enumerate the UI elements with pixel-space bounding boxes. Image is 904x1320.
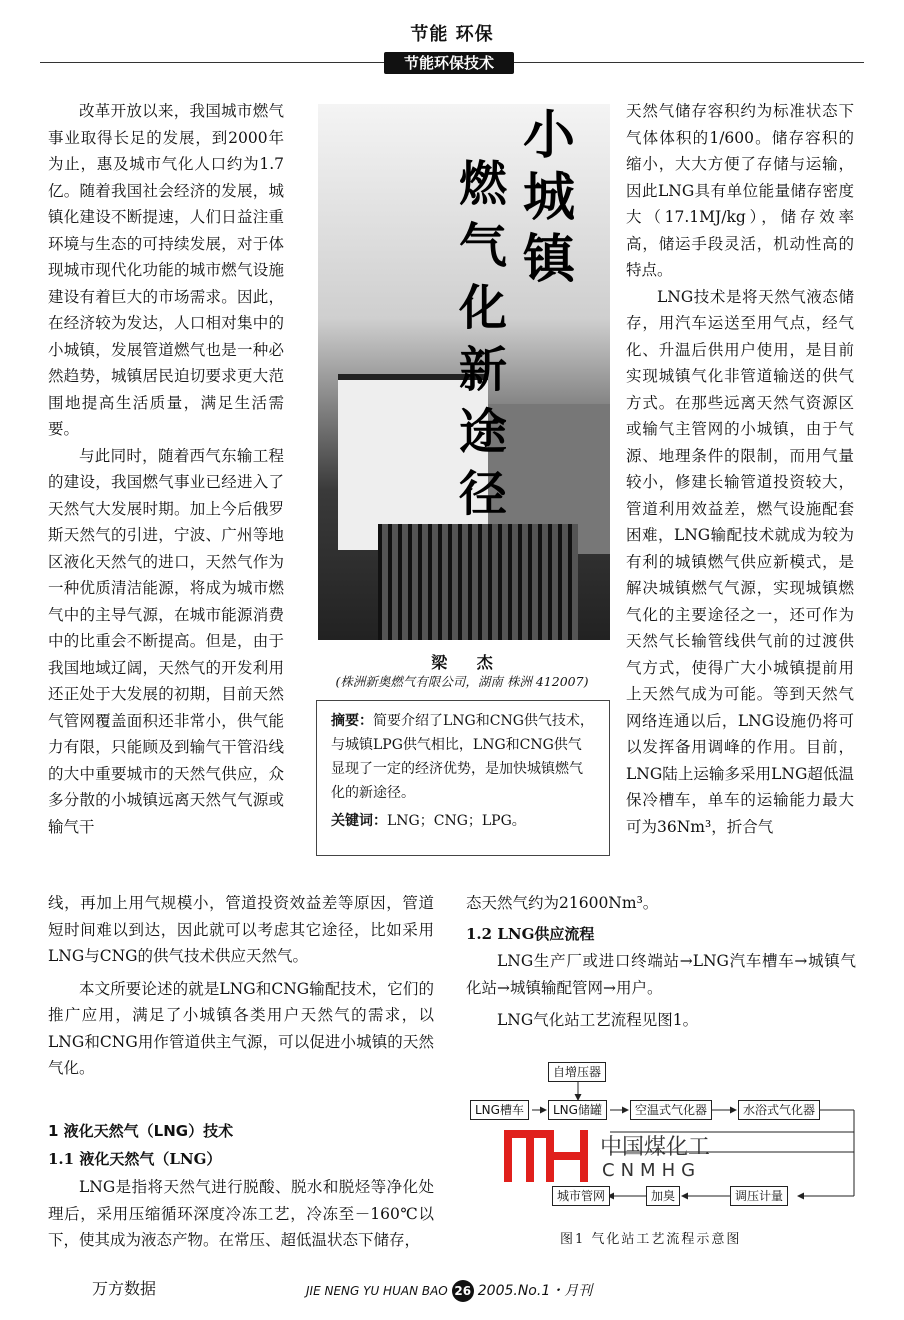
- title-char: 小: [522, 106, 575, 166]
- box-metering: 调压计量: [730, 1186, 788, 1206]
- abstract-text: 简要介绍了LNG和CNG供气技术，与城镇LPG供气相比，LNG和CNG供气显现了一定的经济优势，是加快城镇燃气化的新途径。: [331, 713, 594, 801]
- box-city-network: 城市管网: [552, 1186, 610, 1206]
- footer-issue: 2005.No.1・月刊: [477, 1283, 593, 1299]
- left-column: [48, 98, 284, 840]
- abstract-box: [316, 700, 610, 856]
- lng-flow-paragraph: LNG生产厂或进口终端站→LNG汽车槽车→城镇气化站→城镇输配管网→用户。: [466, 952, 856, 997]
- lng-flow-text: [466, 948, 856, 1034]
- footer-journal-name: JIE NENG YU HUAN BAO: [306, 1284, 448, 1298]
- article-title-line1-right: [520, 106, 578, 296]
- watermark-logo: [500, 1126, 596, 1186]
- section-tag: 节能环保技术: [384, 52, 514, 74]
- box-lng-truck: LNG槽车: [470, 1100, 529, 1120]
- section-heading-1: 1 液化天然气（LNG）技术: [48, 1122, 234, 1140]
- watermark-mh-icon: [500, 1126, 596, 1186]
- intro-paragraph: 改革开放以来，我国城市燃气事业取得长足的发展，到2000年为止，惠及城市气化人口约为1.7亿。随着我国社会经济的发展，城镇化建设不断提速，人们日益注重环境与生态的可持续发展，对于体现城市现代化功能的城市燃气设施建设有着巨大的市场需求。因此，在经济较为发达，人口相对集中的小城镇，发展管道燃气也是一种必然趋势，城镇居民迫切要求更大范围地提高生活质量，满足生活需要。: [48, 102, 284, 438]
- right-column: [626, 98, 854, 840]
- lng-tech-end: 态天然气约为21600Nm³。: [466, 894, 659, 912]
- lng-definition: [48, 1174, 434, 1254]
- title-char: 城: [522, 168, 575, 228]
- section-heading-1-2: 1.2 LNG供应流程: [466, 925, 595, 943]
- lng-definition-paragraph: LNG是指将天然气进行脱酸、脱水和脱烃等净化处理后，采用压缩循环深度冷冻工艺，冷冻至－160℃以下，使其成为液态产物。在常压、超低温状态下储存，: [48, 1178, 434, 1249]
- keywords-text: LNG；CNG；LPG。: [387, 813, 526, 829]
- purpose-paragraph: 本文所要论述的就是LNG和CNG输配技术，它们的推广应用，满足了小城镇各类用户天然气的需求，以LNG和CNG用作管道供主气源，可以促进小城镇的天然气化。: [48, 979, 434, 1077]
- box-air-vaporizer: 空温式气化器: [630, 1100, 712, 1120]
- lower-left-text: [48, 890, 434, 1082]
- author-name: 梁 杰: [431, 653, 505, 672]
- figure-ref-paragraph: LNG气化站工艺流程见图1。: [497, 1011, 699, 1029]
- journal-logo: 节能 环保: [410, 24, 494, 45]
- keywords-label: 关键词：: [331, 813, 387, 829]
- figure-caption: 图1 气化站工艺流程示意图: [560, 1232, 742, 1247]
- abstract-label: 摘要：: [331, 713, 373, 729]
- title-char: 镇: [522, 230, 575, 290]
- background-paragraph: 与此同时，随着西气东输工程的建设，我国燃气事业已经进入了天然气大发展时期。加上今后俄罗斯天然气的引进，宁波、广州等地区液化天然气的进口，天然气作为一种优质清洁能源，将成为城市燃气中的主导气源，在城市能源消费中的比重会不断提高。但是，由于我国地域辽阔，天然气的开发利用还正处于大发展的初期，目前天然气管网覆盖面积还非常小，供气能力有限，只能顾及到输气干管沿线的大中重要城市的天然气供应，众多分散的小城镇远离天然气气源或输气干: [48, 446, 284, 836]
- box-lng-tank: LNG储罐: [548, 1100, 607, 1120]
- author-affiliation: (株洲新奥燃气有限公司，湖南 株洲 412007): [335, 674, 589, 689]
- article-title-line2: 燃 气 化 新 途 径: [458, 156, 507, 522]
- lng-tech-paragraph: LNG技术是将天然气液态储存，用汽车运送至用气点，经气化、升温后供用户使用，是目前实现城镇气化非管道输送的供气方式。在那些远离天然气资源区或输气主管网的小城镇，由于气源、地理条件的限制，而用气量较小，修建长输管道投资较大，管道利用效益差，燃气设施配套困难，LNG输配技术就成为较为有利的城镇燃气供应新模式，是解决城镇燃气气源，实现城镇燃气化的主要途径之一，还可作为天然气长输管线供气前的过渡供气方式，使得广大小城镇提前用上天然气成为可能。等到天然气网络连通以后，LNG设施仍将可以发挥备用调峰的作用。目前，LNG陆上运输多采用LNG超低温保冷槽车，单车的运输能力最大可为36Nm³，折合气: [626, 287, 854, 836]
- background-paragraph-cont: 线，再加上用气规模小，管道投资效益差等原因，管道短时间难以到达，因此就可以考虑其它途径，比如采用LNG与CNG的供气技术供应天然气。: [48, 894, 434, 965]
- process-flow-diagram: [460, 1052, 860, 1222]
- photo-gate: [378, 524, 578, 640]
- watermark-en-text: CNMHG: [602, 1160, 702, 1181]
- right-lower-text: [466, 890, 856, 917]
- section-heading-1-1: 1.1 液化天然气（LNG）: [48, 1150, 222, 1168]
- lng-storage-paragraph: 天然气储存容积约为标准状态下气体体积的1/600。储存容积的缩小，大大方便了存储与运输，因此LNG具有单位能量储存密度大（17.1MJ/kg），储存效率高，储运手段灵活，机动性高的特点。: [626, 102, 854, 279]
- box-water-vaporizer: 水浴式气化器: [738, 1100, 820, 1120]
- page-number: 26: [452, 1280, 474, 1302]
- footer-journal: [306, 1280, 592, 1302]
- box-odorizer: 加臭: [646, 1186, 680, 1206]
- watermark-cn-text: 中国煤化工: [600, 1135, 711, 1160]
- footer-source: 万方数据: [92, 1279, 157, 1298]
- box-booster: 自增压器: [548, 1062, 606, 1082]
